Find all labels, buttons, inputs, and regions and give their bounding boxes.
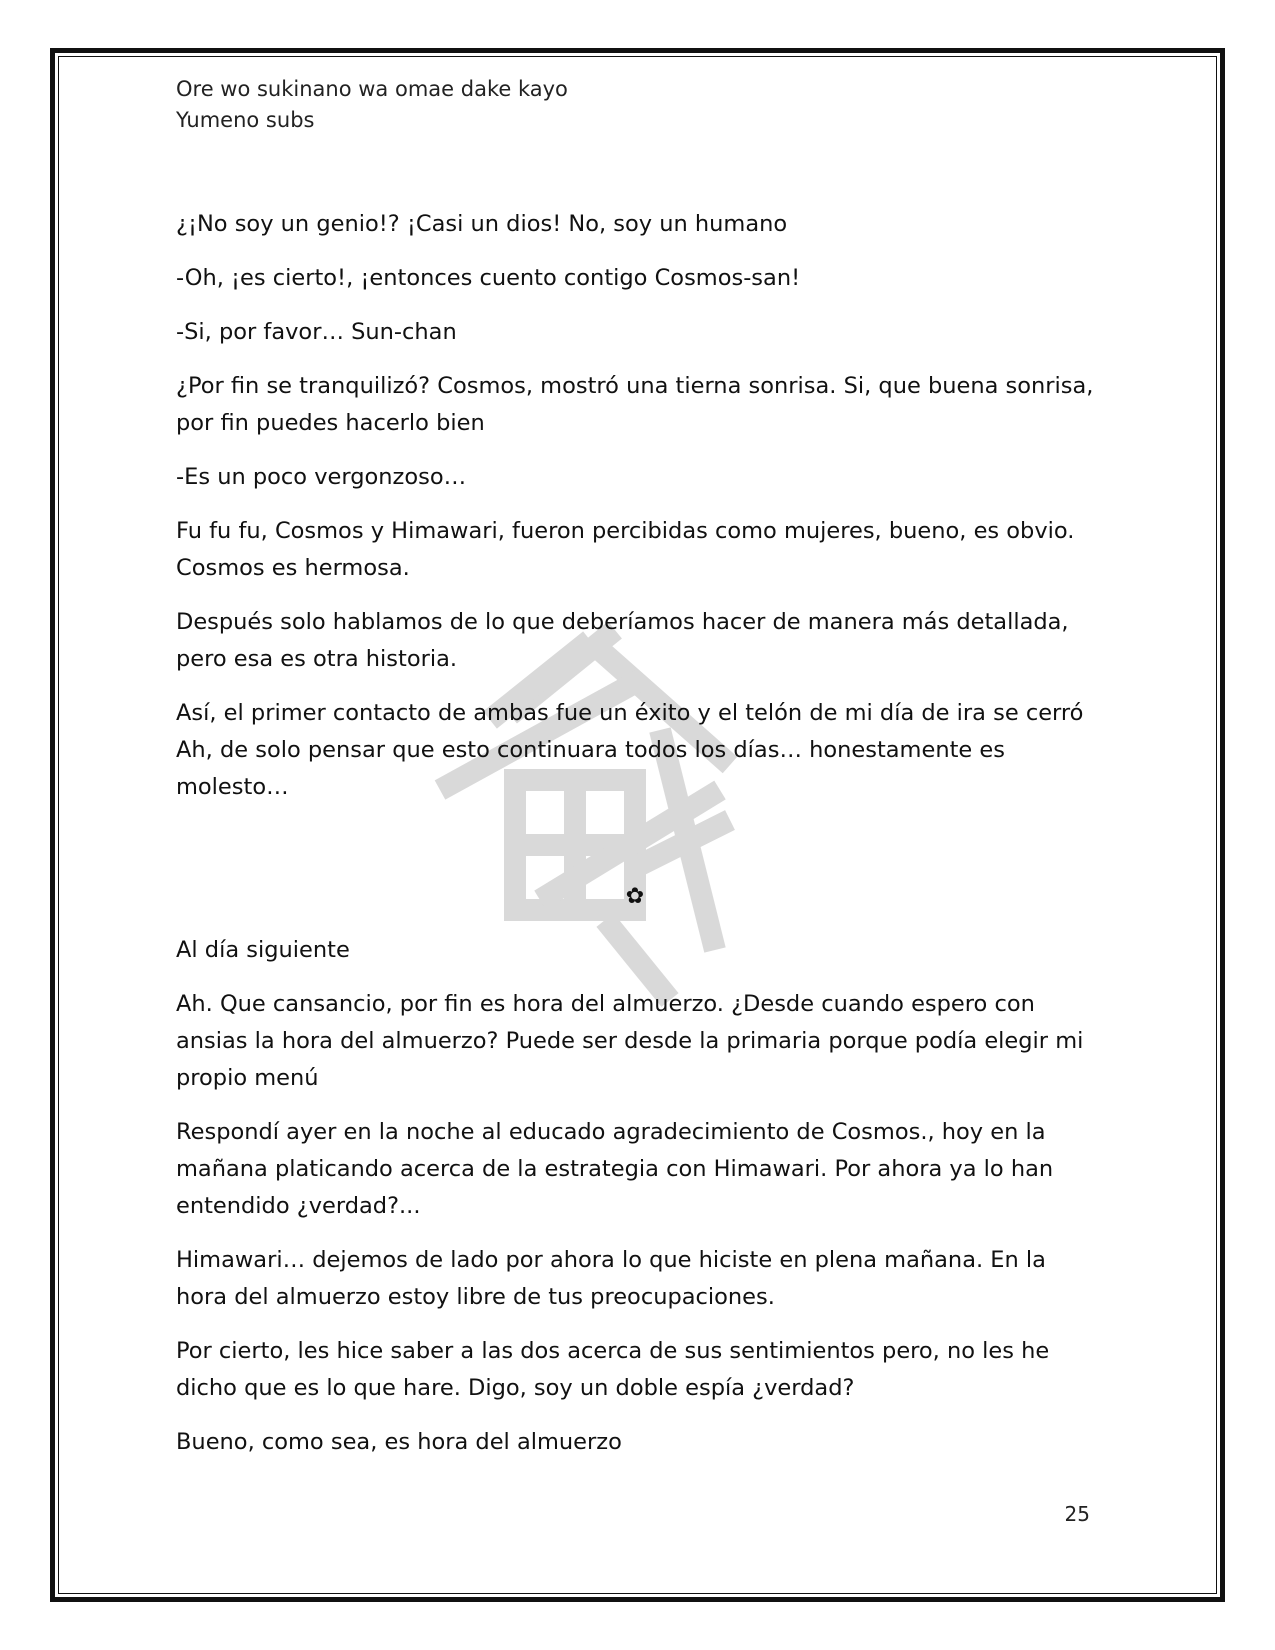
paragraph: Fu fu fu, Cosmos y Himawari, fueron percibidas como mujeres, bueno, es obvio. Cosmos es hermosa. (176, 518, 1075, 581)
paragraph: ¿¡No soy un genio!? ¡Casi un dios! No, soy un humano (176, 211, 788, 237)
paragraph: -Si, por favor… Sun-chan (176, 319, 457, 345)
paragraph: Por cierto, les hice saber a las dos acerca de sus sentimientos pero, no les he dicho que es lo que hare. Digo, soy un doble espía ¿verdad? (176, 1338, 1050, 1401)
paragraph: Bueno, como sea, es hora del almuerzo (176, 1429, 622, 1455)
body-text-bottom (176, 932, 1096, 1478)
paragraph: Al día siguiente (176, 937, 350, 963)
paragraph: Después solo hablamos de lo que deberíamos hacer de manera más detallada, pero esa es otra historia. (176, 609, 1069, 672)
paragraph: Himawari… dejemos de lado por ahora lo que hiciste en plena mañana. En la hora del almuerzo estoy libre de tus preocupaciones. (176, 1247, 1046, 1310)
paragraph: ¿Por fin se tranquilizó? Cosmos, mostró una tierna sonrisa. Si, que buena sonrisa, por fin puedes hacerlo bien (176, 373, 1094, 436)
section-separator-flower-icon: ✿ (625, 884, 645, 909)
paragraph: -Oh, ¡es cierto!, ¡entonces cuento contigo Cosmos-san! (176, 265, 801, 291)
paragraph: Ah. Que cansancio, por fin es hora del almuerzo. ¿Desde cuando espero con ansias la hora del almuerzo? Puede ser desde la primaria porque podía elegir mi propio menú (176, 991, 1084, 1091)
paragraph: Así, el primer contacto de ambas fue un éxito y el telón de mi día de ira se cerró Ah, de solo pensar que esto continuara todos los días… honestamente es molesto… (176, 700, 1084, 800)
header-group: Yumeno subs (176, 108, 315, 132)
paragraph: Respondí ayer en la noche al educado agradecimiento de Cosmos., hoy en la mañana platicando acerca de la estrategia con Himawari. Por ahora ya lo han entendido ¿verdad?... (176, 1119, 1054, 1219)
document-header (176, 74, 876, 136)
body-text-top (176, 206, 1096, 823)
paragraph: -Es un poco vergonzoso… (176, 464, 467, 490)
page-number: 25 (1064, 1502, 1090, 1526)
header-title: Ore wo sukinano wa omae dake kayo (176, 77, 568, 101)
